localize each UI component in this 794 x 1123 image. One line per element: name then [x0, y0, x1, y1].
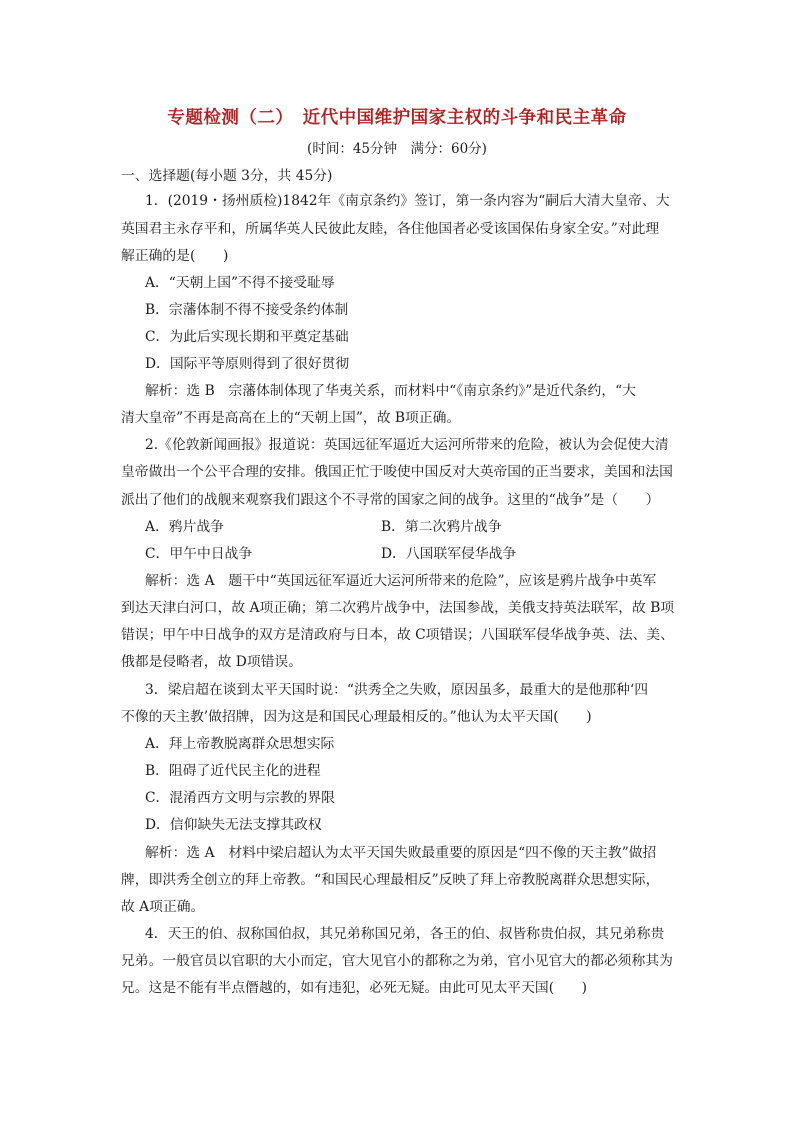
question-2-analysis: 到达天津白河口，故 A项正确；第二次鸦片战争中，法国参战，美俄支持英法联军，故 B项	[121, 600, 675, 616]
question-2-option-a: A．鸦片战争	[145, 519, 224, 535]
question-2-analysis: 解析：选 A 题干中“英国远征军逼近大运河所带来的危险”，应该是鸦片战争中英军	[145, 573, 657, 589]
exam-time-score: (时间：45分钟 满分：60分)	[307, 141, 487, 157]
question-1-option-c: C．为此后实现长期和平奠定基础	[145, 329, 349, 345]
question-4-line: 4．天王的伯、叔称国伯叔，其兄弟称国兄弟，各王的伯、叔皆称贵伯叔，其兄弟称贵	[145, 926, 665, 942]
question-1-option-a: A．“天朝上国”不得不接受耻辱	[145, 275, 335, 291]
question-3-option-a: A．拜上帝教脱离群众思想实际	[145, 736, 335, 752]
question-3-analysis: 牌，即洪秀全创立的拜上帝教。“和国民心理最相反”反映了拜上帝教脱离群众思想实际，	[121, 872, 660, 888]
question-1-option-d: D．国际平等原则得到了很好贯彻	[145, 356, 350, 372]
question-2-line: 皇帝做出一个公平合理的安排。俄国正忙于唆使中国反对大英帝国的正当要求，美国和法国	[121, 464, 673, 480]
question-4-line: 兄弟。一般官员以官职的大小而定，官大见官小的都称之为弟，官小见官大的都必须称其为	[121, 953, 673, 969]
question-1-line: 解正确的是( )	[121, 248, 229, 264]
question-2-line: 2.《伦敦新闻画报》报道说：英国远征军逼近大运河所带来的危险，被认为会促使大清	[145, 437, 669, 453]
question-3-analysis: 解析：选 A 材料中梁启超认为太平天国失败最重要的原因是“四不像的天主教”做招	[145, 845, 657, 861]
question-1-line: 英国君主永存平和，所属华英人民彼此友睦，各住他国者必受该国保佑身家全安。”对此理	[121, 221, 660, 237]
question-2-analysis: 俄都是侵略者，故 D项错误。	[121, 654, 303, 670]
question-1-option-b: B．宗藩体制不得不接受条约体制	[145, 302, 349, 318]
question-1-analysis: 清大皇帝”不再是高高在上的“天朝上国”，故 B项正确。	[121, 410, 461, 426]
question-2-option-c: C．甲午中日战争	[145, 546, 253, 562]
question-4-line: 兄。这是不能有半点僭越的，如有违犯，必死无疑。由此可见太平天国( )	[121, 980, 588, 996]
question-2-line: 派出了他们的战舰来观察我们跟这个不寻常的国家之间的战争。这里的“战争”是（ ）	[121, 492, 660, 508]
question-3-option-c: C．混淆西方文明与宗教的界限	[145, 790, 335, 806]
question-2-analysis: 错误；甲午中日战争的双方是清政府与日本，故 C项错误；八国联军侵华战争英、法、美、	[121, 627, 675, 643]
question-1-analysis: 解析：选 B 宗藩体制体现了华夷关系，而材料中“《南京条约》”是近代条约，“大	[145, 383, 636, 399]
page-title: 专题检测（二） 近代中国维护国家主权的斗争和民主革命	[167, 108, 627, 128]
question-3-analysis: 故 A项正确。	[121, 899, 205, 915]
section-heading: 一、选择题(每小题 3分，共 45分)	[121, 168, 333, 184]
question-3-option-d: D．信仰缺失无法支撑其政权	[145, 817, 322, 833]
question-2-option-b: B．第二次鸦片战争	[381, 519, 502, 535]
question-3-line: 3．梁启超在谈到太平天国时说：“洪秀全之失败，原因虽多，最重大的是他那种‘四	[145, 682, 649, 698]
question-1-line: 1．(2019・扬州质检)1842年《南京条约》签订，第一条内容为“嗣后大清大皇帝、大	[145, 193, 670, 209]
question-3-line: 不像的天主教’做招牌，因为这是和国民心理最相反的。”他认为太平天国( )	[121, 709, 592, 725]
question-3-option-b: B．阻碍了近代民主化的进程	[145, 763, 321, 779]
question-2-option-d: D．八国联军侵华战争	[381, 546, 517, 562]
